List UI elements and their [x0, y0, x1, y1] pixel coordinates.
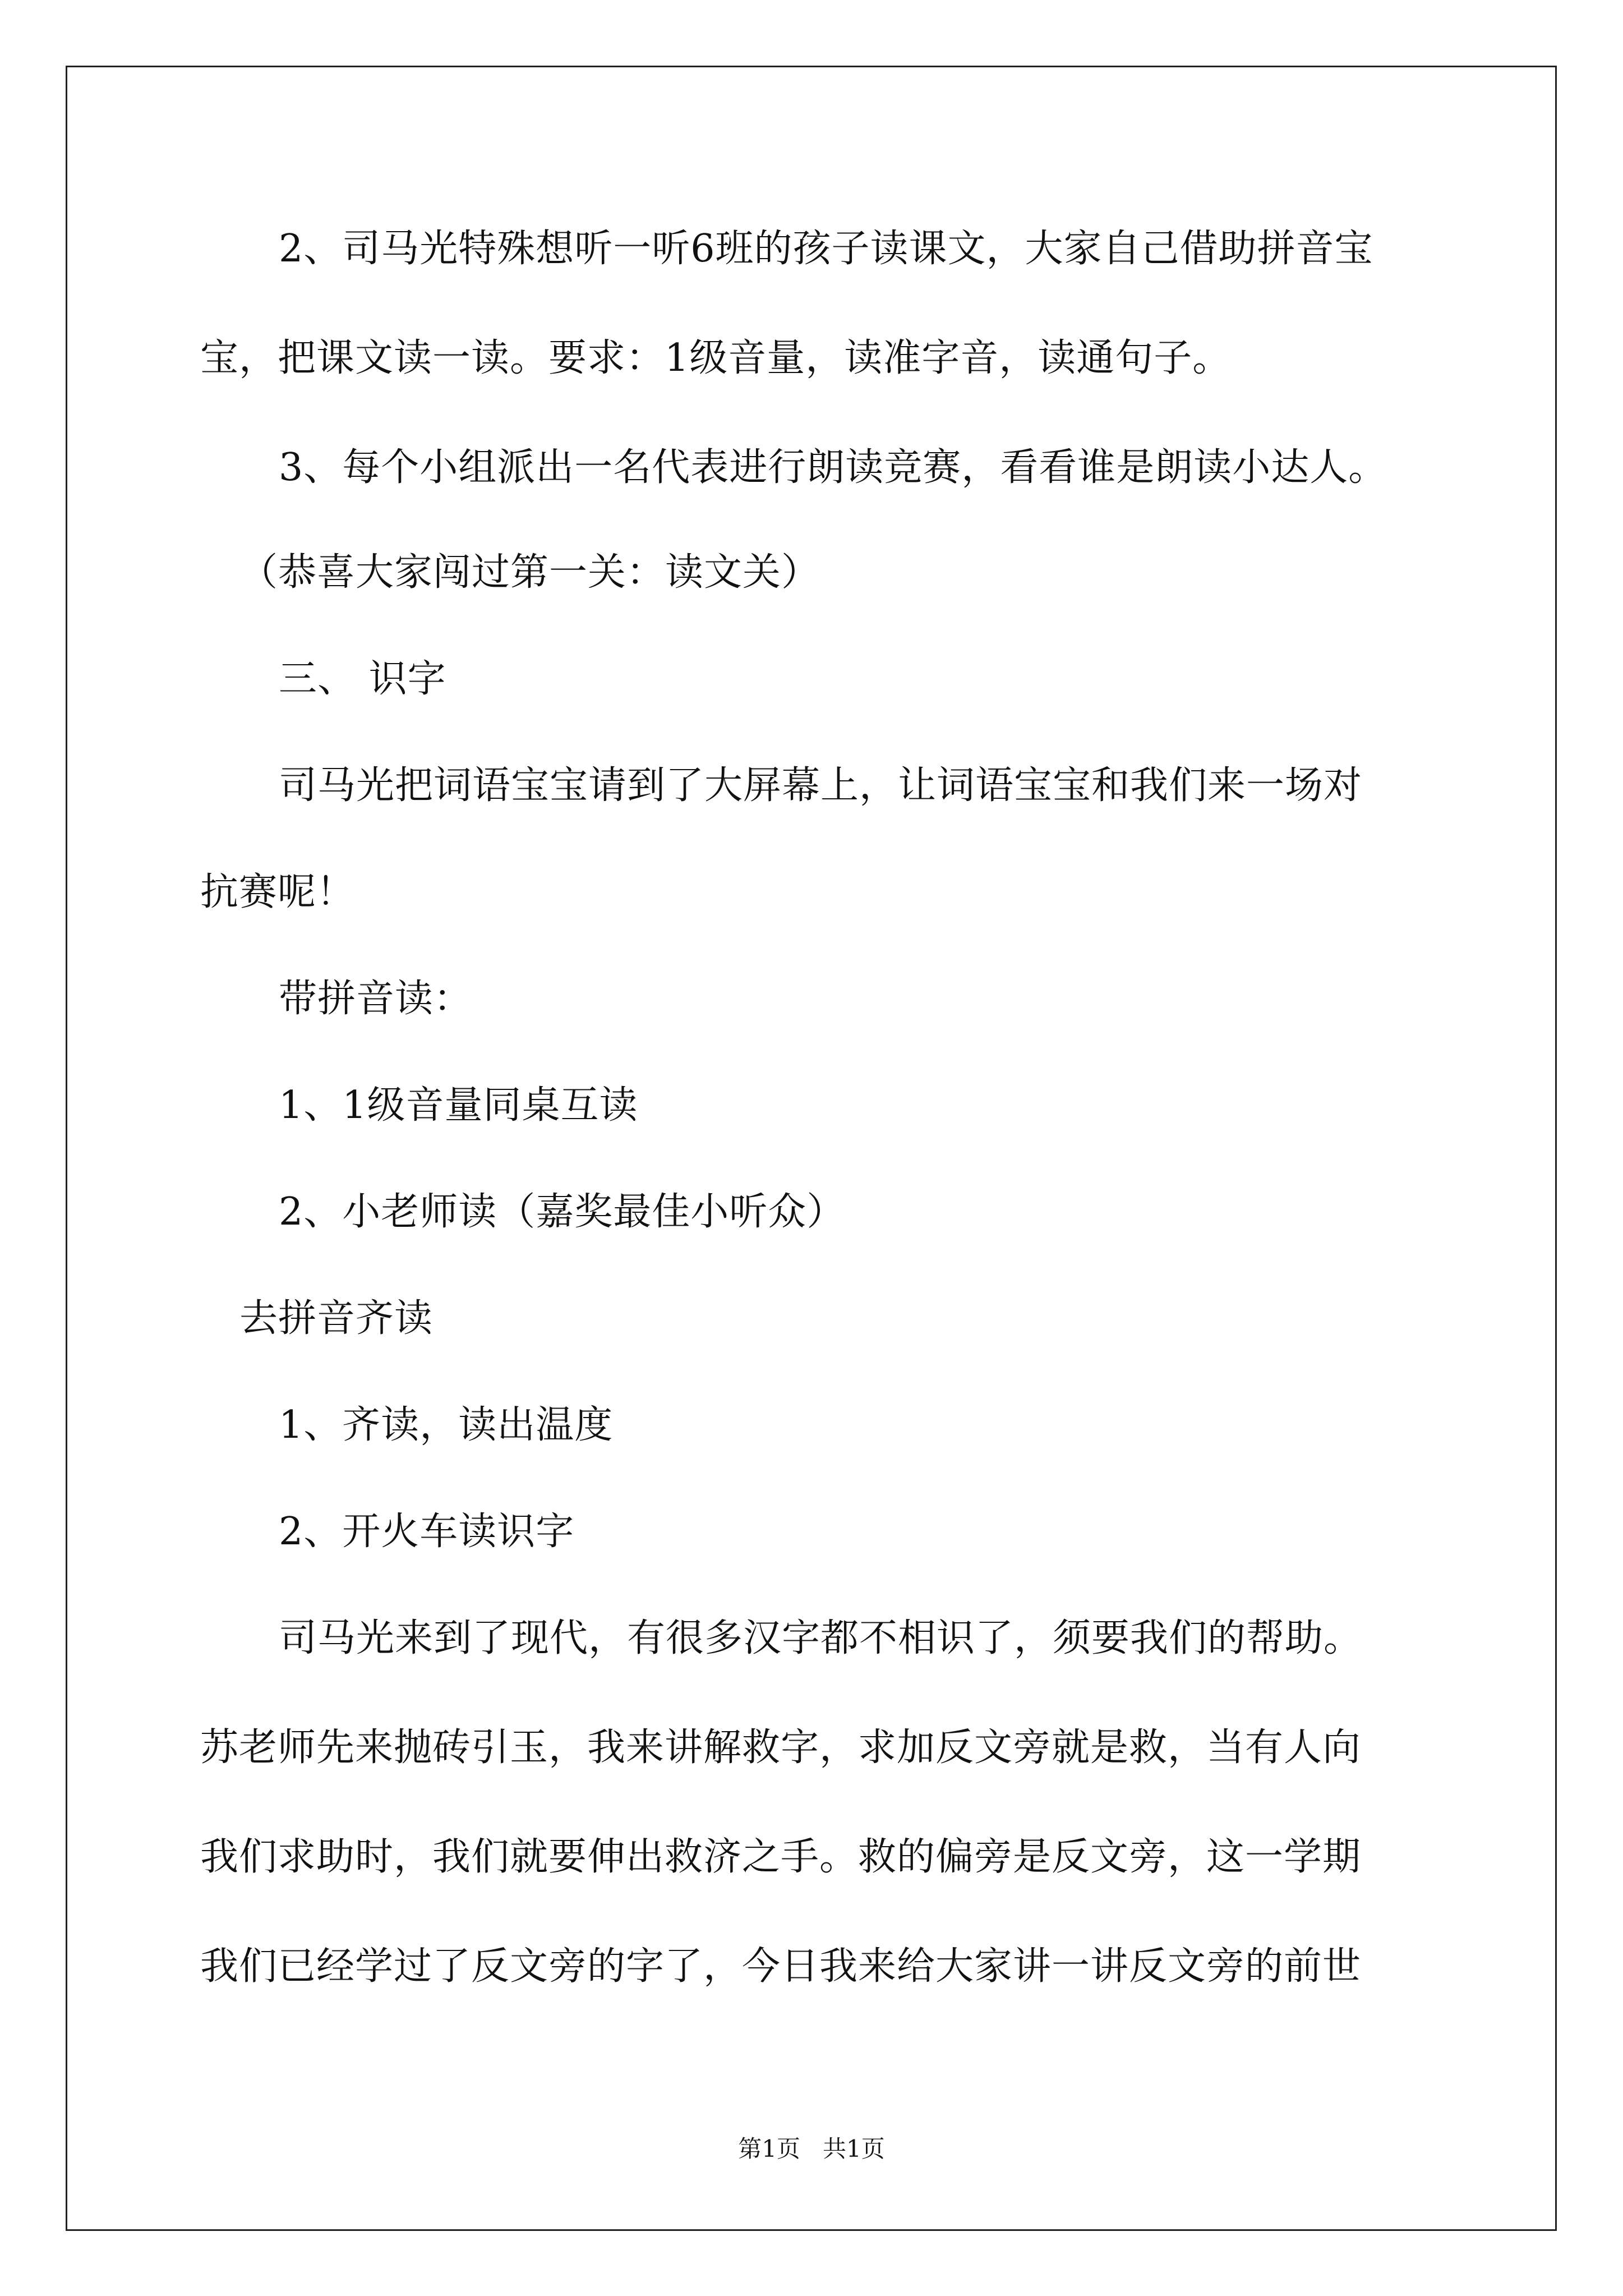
paragraph-line: 司马光来到了现代，有很多汉字都不相识了，须要我们的帮助。 [279, 1616, 1363, 1660]
paragraph-line: 苏老师先来抛砖引玉，我来讲解救字，求加反文旁就是救，当有人向 [200, 1726, 1362, 1770]
paragraph-line: 我们已经学过了反文旁的字了，今日我来给大家讲一讲反文旁的前世 [200, 1944, 1362, 1989]
paragraph-line: 我们求助时，我们就要伸出救济之手。救的偏旁是反文旁，这一学期 [200, 1835, 1362, 1879]
paragraph-line: 司马光把词语宝宝请到了大屏幕上，让词语宝宝和我们来一场对 [279, 763, 1363, 808]
paragraph-line: 抗赛呢！ [200, 870, 356, 914]
paragraph-line: 1、1级音量同桌互读 [279, 1083, 638, 1128]
paragraph-line: 宝，把课文读一读。要求：1级音量，读准字音，读通句子。 [200, 336, 1232, 380]
paragraph-line: 2、开火车读识字 [279, 1510, 575, 1554]
paragraph-line: 带拼音读： [279, 977, 473, 1021]
page-footer: 第1页 共1页 [738, 2135, 885, 2162]
section-heading: 三、 识字 [279, 657, 446, 701]
paragraph-line: 去拼音齐读 [239, 1296, 434, 1341]
paragraph-line: （恭喜大家闯过第一关：读文关） [239, 550, 820, 595]
paragraph-line: 1、齐读，读出温度 [279, 1403, 614, 1447]
paragraph-line: 2、司马光特殊想听一听6班的孩子读课文，大家自己借助拼音宝 [279, 227, 1373, 271]
paragraph-line: 3、每个小组派出一名代表进行朗读竞赛，看看谁是朗读小达人。 [279, 445, 1387, 490]
page-border [66, 66, 1557, 2231]
paragraph-line: 2、小老师读（嘉奖最佳小听众） [279, 1190, 846, 1234]
